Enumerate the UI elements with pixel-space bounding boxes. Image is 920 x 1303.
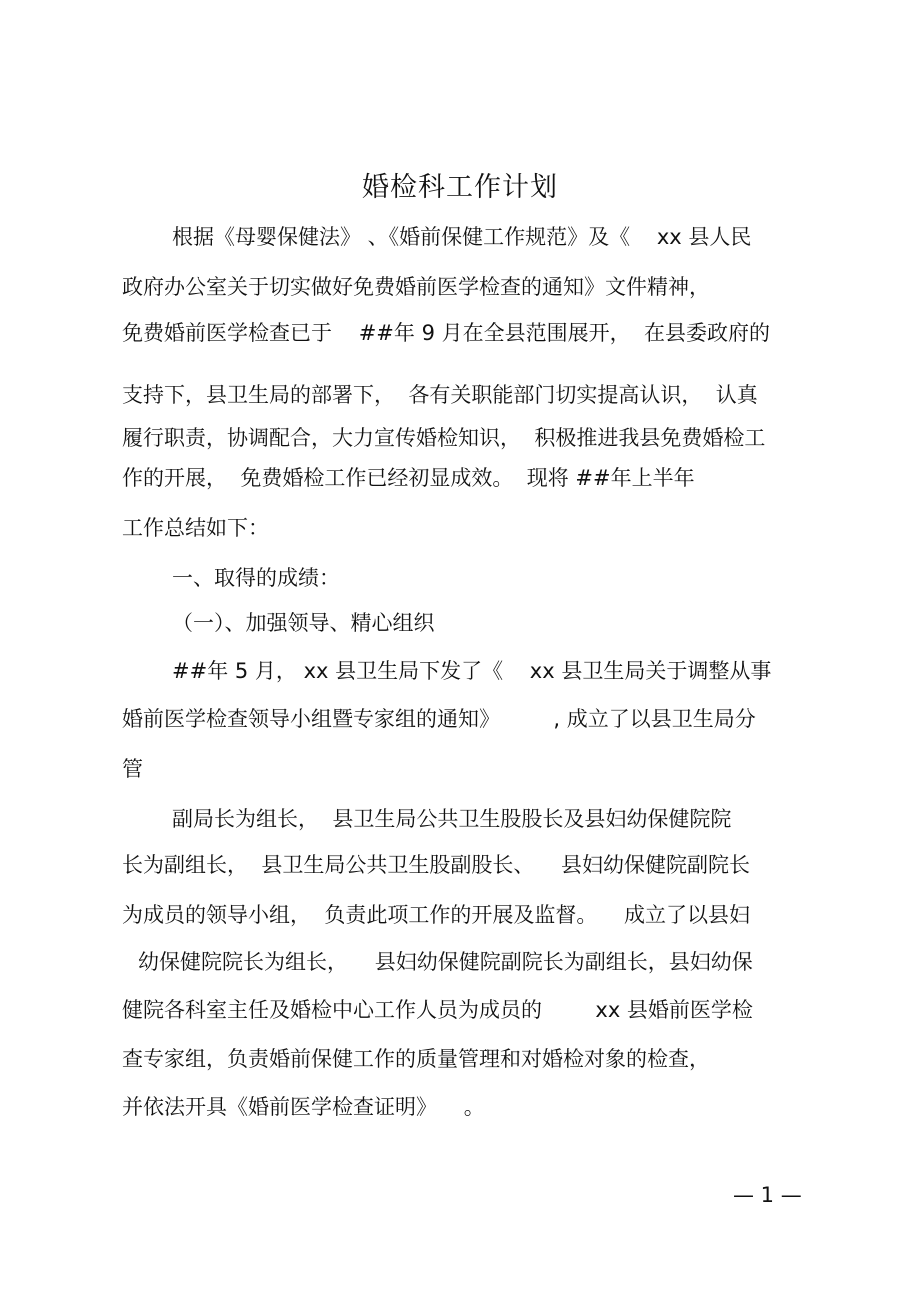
page-number: — 1 — [733, 1183, 802, 1207]
paragraph-line: 婚前医学检查领导小组暨专家组的通知》 , 成立了以县卫生局分 [122, 707, 756, 731]
paragraph-line: 免费婚前医学检查已于 ##年 9 月在全县范围展开， 在县委政府的 [122, 321, 770, 345]
paragraph-line: 副局长为组长， 县卫生局公共卫生股股长及县妇幼保健院院 [172, 807, 732, 831]
paragraph-line: 幼保健院院长为组长， 县妇幼保健院副院长为副组长，县妇幼保 [138, 950, 753, 974]
paragraph-line: 管 [122, 757, 143, 781]
paragraph-line: 长为副组长， 县卫生局公共卫生股副股长、 县妇幼保健院副院长 [122, 853, 751, 877]
paragraph-line: 作的开展， 免费婚检工作已经初显成效。 现将 ##年上半年 [122, 466, 695, 490]
paragraph-line: 为成员的领导小组， 负责此项工作的开展及监督。 成立了以县妇 [122, 903, 751, 927]
subsection-heading: （一）、加强领导、精心组织 [172, 611, 435, 635]
paragraph-line: 并依法开具《婚前医学检查证明》 。 [122, 1095, 485, 1119]
paragraph-line: ##年 5 月， xx 县卫生局下发了《 xx 县卫生局关于调整从事 [172, 659, 772, 683]
paragraph-line: 健院各科室主任及婚检中心工作人员为成员的 xx 县婚前医学检 [122, 998, 753, 1022]
paragraph-line: 工作总结如下： [122, 516, 269, 540]
paragraph-line: 履行职责，协调配合，大力宣传婚检知识， 积极推进我县免费婚检工 [122, 426, 766, 450]
document-title: 婚检科工作计划 [362, 172, 558, 203]
paragraph-line: 支持下，县卫生局的部署下， 各有关职能部门切实提高认识， 认真 [122, 383, 758, 407]
paragraph-line: 查专家组，负责婚前保健工作的质量管理和对婚检对象的检查， [122, 1047, 710, 1071]
paragraph-line: 政府办公室关于切实做好免费婚前医学检查的通知》文件精神， [122, 275, 710, 299]
paragraph-line: 根据《母婴保健法》 、《婚前保健工作规范》及《 xx 县人民 [172, 225, 752, 249]
section-heading: 一、取得的成绩： [172, 566, 340, 590]
